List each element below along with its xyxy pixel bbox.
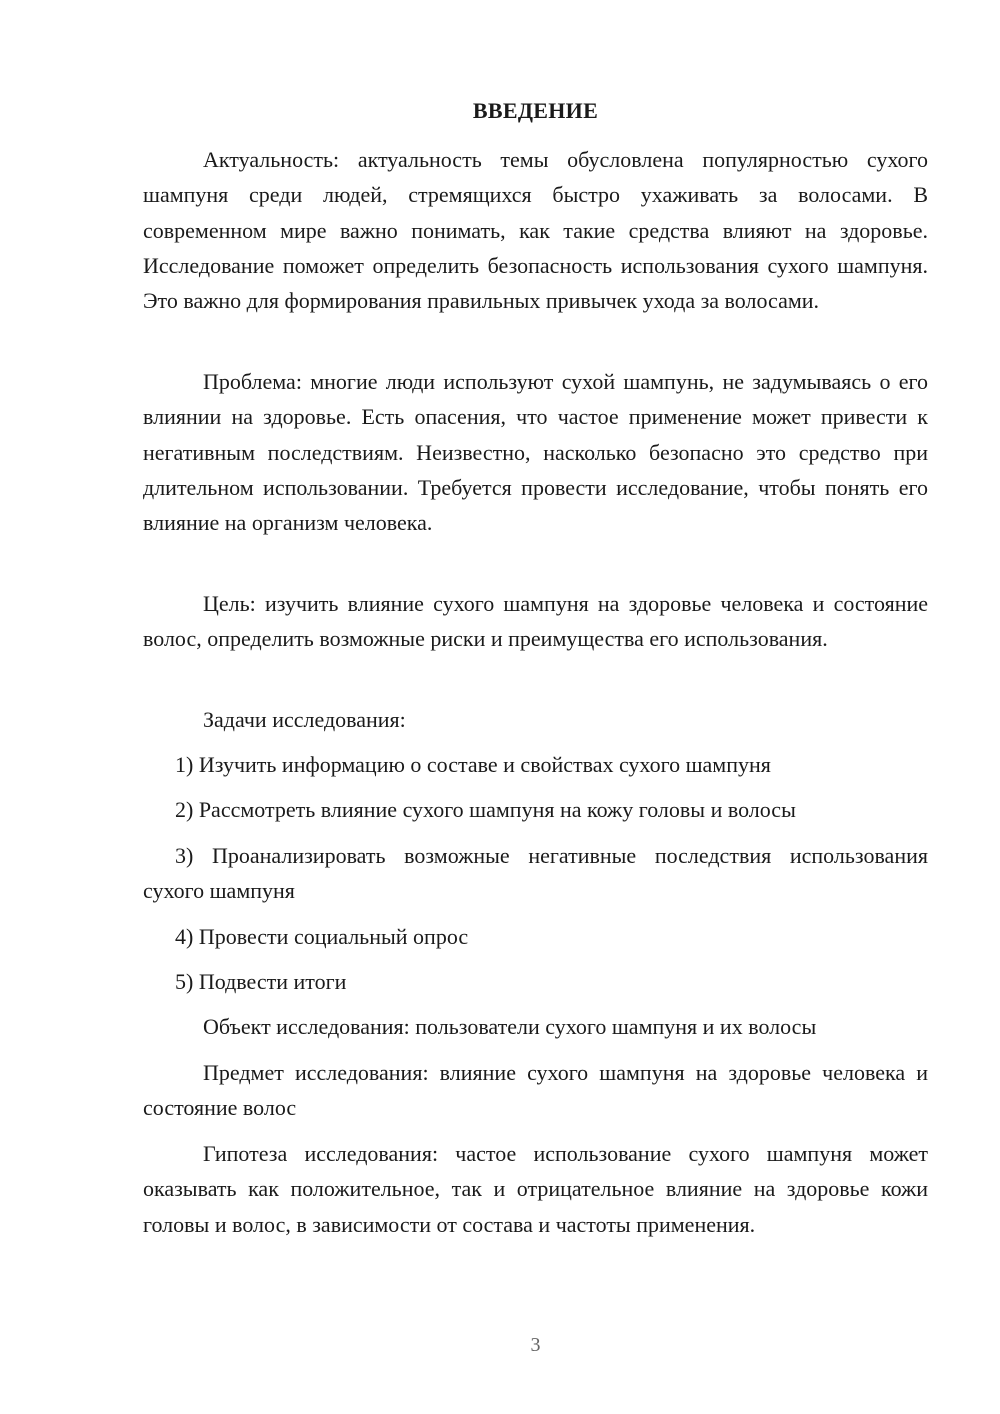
object-paragraph: Объект исследования: пользователи сухого шампуня и их волосы: [203, 1014, 817, 1039]
goal-paragraph: Цель: изучить влияние сухого шампуня на здоровье человека и состояние волос, определить возможные риски и преимущества его использования.: [143, 591, 928, 652]
subject-paragraph: Предмет исследования: влияние сухого шампуня на здоровье человека и состояние волос: [143, 1060, 928, 1121]
problem-paragraph: Проблема: многие люди используют сухой шампунь, не задумываясь о его влиянии на здоровье. Есть опасения, что частое применение может привести к негативным последствиям. Неизвестно, насколько безопасно это средство при длительном использовании. Требуется провести исследование, чтобы понять его влияние на организм человека.: [143, 369, 928, 536]
task-item-1: 1) Изучить информацию о составе и свойствах сухого шампуня: [175, 752, 771, 777]
page-number: 3: [530, 1334, 541, 1356]
document-page: [143, 0, 928, 1414]
relevance-paragraph: Актуальность: актуальность темы обусловлена популярностью сухого шампуня среди людей, стремящихся быстро ухаживать за волосами. В современном мире важно понимать, как такие средства влияют на здоровье. Исследование поможет определить безопасность использования сухого шампуня. Это важно для формирования правильных привычек ухода за волосами.: [143, 147, 928, 314]
task-item-2: 2) Рассмотреть влияние сухого шампуня на кожу головы и волосы: [175, 797, 796, 822]
task-item-3: 3) Проанализировать возможные негативные последствия использования сухого шампуня: [143, 843, 928, 904]
section-heading: ВВЕДЕНИЕ: [472, 98, 599, 123]
task-item-4: 4) Провести социальный опрос: [175, 924, 469, 949]
task-item-5: 5) Подвести итоги: [175, 969, 347, 994]
tasks-heading: Задачи исследования:: [203, 707, 406, 732]
hypothesis-paragraph: Гипотеза исследования: частое использование сухого шампуня может оказывать как положительное, так и отрицательное влияние на здоровье кожи головы и волос, в зависимости от состава и частоты применения.: [143, 1141, 928, 1237]
